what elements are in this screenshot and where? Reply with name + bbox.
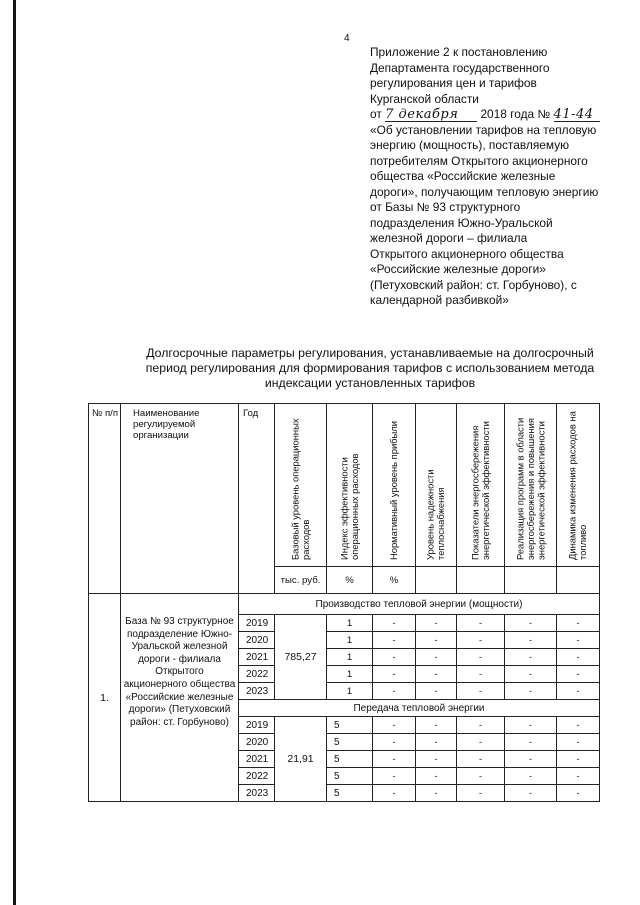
index-cell: 5: [327, 751, 373, 768]
header-profit-level-text: Нормативный уровень прибыли: [387, 420, 399, 560]
year-cell: 2019: [239, 717, 275, 734]
dash-cell: -: [505, 785, 557, 802]
section-row: [89, 594, 600, 615]
unit-profit-level: %: [373, 567, 416, 594]
dash-cell: -: [505, 632, 557, 649]
section-transfer-title: Передача тепловой энергии: [239, 700, 600, 717]
appendix-line: Открытого акционерного общества: [370, 246, 564, 261]
base-level-value: 21,91: [275, 717, 327, 802]
appendix-line: «Об установлении тарифов на тепловую: [370, 122, 597, 137]
dash-cell: -: [416, 632, 457, 649]
unit-empty: [505, 567, 557, 594]
index-cell: 1: [327, 649, 373, 666]
dash-cell: -: [373, 666, 416, 683]
appendix-year-text: 2018 года №: [480, 107, 551, 121]
section-production-title: Производство тепловой энергии (мощности): [239, 594, 600, 615]
dash-cell: -: [557, 785, 600, 802]
handwritten-date: 7 декабря: [385, 109, 477, 122]
header-year: Год: [239, 404, 275, 594]
appendix-line: календарной разбивкой»: [370, 293, 509, 307]
header-fuel-dynamics: [557, 404, 600, 567]
dash-cell: -: [416, 717, 457, 734]
dash-cell: -: [457, 632, 505, 649]
dash-cell: -: [416, 734, 457, 751]
header-energy-saving-text: Показатели энергосбережения энергетической эффективности: [469, 421, 491, 560]
year-cell: 2022: [239, 666, 275, 683]
appendix-line: Приложение 2 к постановлению: [370, 45, 548, 59]
appendix-from-word: от: [370, 107, 382, 121]
header-programs-text: Реализация программ в области энергосбережения и повышения энергетической эффективности: [513, 417, 546, 560]
header-fuel-dynamics-text: Динамика изменения расходов на топливо: [566, 411, 588, 560]
section-title-line: индексации установленных тарифов: [264, 376, 476, 390]
organization-name: База № 93 структурное подразделение Южно-Уральской железной дороги - филиала Открытого акционерного общества «Российские железные дороги» (Петуховский район: ст. Горбуново): [121, 594, 239, 802]
dash-cell: -: [457, 785, 505, 802]
dash-cell: -: [373, 649, 416, 666]
unit-efficiency-index: %: [327, 567, 373, 594]
handwritten-number: 41-44: [554, 109, 600, 122]
appendix-line: (Петуховский район: ст. Горбуново), с: [370, 277, 577, 292]
header-num: № п/п: [89, 404, 121, 594]
dash-cell: -: [373, 734, 416, 751]
section-title: [110, 346, 630, 391]
section-title-line: период регулирования для формирования тарифов с использованием метода: [145, 361, 595, 375]
parameters-table: [88, 403, 600, 802]
header-base-level: [275, 404, 327, 567]
index-cell: 1: [327, 615, 373, 632]
header-programs: [505, 404, 557, 567]
index-cell: 1: [327, 632, 373, 649]
index-cell: 1: [327, 683, 373, 700]
dash-cell: -: [373, 615, 416, 632]
dash-cell: -: [416, 751, 457, 768]
dash-cell: -: [416, 683, 457, 700]
dash-cell: -: [416, 615, 457, 632]
dash-cell: -: [373, 632, 416, 649]
year-cell: 2021: [239, 649, 275, 666]
dash-cell: -: [457, 649, 505, 666]
dash-cell: -: [457, 683, 505, 700]
dash-cell: -: [557, 649, 600, 666]
header-row: [89, 404, 600, 567]
appendix-line: железной дороги – филиала: [370, 231, 528, 245]
dash-cell: -: [505, 666, 557, 683]
dash-cell: -: [373, 717, 416, 734]
dash-cell: -: [505, 615, 557, 632]
year-cell: 2023: [239, 785, 275, 802]
header-profit-level: [373, 404, 416, 567]
dash-cell: -: [373, 768, 416, 785]
dash-cell: -: [505, 683, 557, 700]
dash-cell: -: [557, 734, 600, 751]
index-cell: 5: [327, 768, 373, 785]
dash-cell: -: [505, 768, 557, 785]
dash-cell: -: [457, 734, 505, 751]
year-cell: 2019: [239, 615, 275, 632]
dash-cell: -: [557, 768, 600, 785]
index-cell: 5: [327, 785, 373, 802]
dash-cell: -: [505, 717, 557, 734]
dash-cell: -: [416, 666, 457, 683]
appendix-line: подразделения Южно-Уральской: [370, 215, 553, 230]
dash-cell: -: [557, 632, 600, 649]
base-level-value: 785,27: [275, 615, 327, 700]
page-number: 4: [344, 33, 350, 44]
dash-cell: -: [457, 666, 505, 683]
dash-cell: -: [557, 683, 600, 700]
header-efficiency-index-text: Индекс эффективности операционных расходов: [338, 453, 360, 560]
dash-cell: -: [505, 751, 557, 768]
dash-cell: -: [457, 768, 505, 785]
dash-cell: -: [505, 649, 557, 666]
appendix-line: Департамента государственного: [370, 60, 550, 75]
year-cell: 2022: [239, 768, 275, 785]
appendix-line: от Базы № 93 структурного: [370, 200, 521, 214]
appendix-line: потребителям Открытого акционерного: [370, 153, 588, 168]
unit-base-level: тыс. руб.: [275, 567, 327, 594]
header-energy-saving: [457, 404, 505, 567]
appendix-line: Курганской области: [370, 91, 479, 106]
dash-cell: -: [416, 649, 457, 666]
left-binding-line: [13, 0, 16, 905]
dash-cell: -: [373, 683, 416, 700]
appendix-line: дороги», получающим тепловую энергию: [370, 184, 599, 199]
dash-cell: -: [416, 768, 457, 785]
dash-cell: -: [557, 717, 600, 734]
appendix-line: регулирования цен и тарифов: [370, 76, 537, 90]
appendix-line: общества «Российские железные: [370, 169, 556, 183]
dash-cell: -: [557, 751, 600, 768]
index-cell: 5: [327, 734, 373, 751]
dash-cell: -: [373, 751, 416, 768]
dash-cell: -: [505, 734, 557, 751]
year-cell: 2021: [239, 751, 275, 768]
appendix-block: [370, 45, 632, 309]
year-cell: 2020: [239, 632, 275, 649]
section-title-line: Долгосрочные параметры регулирования, устанавливаемые на долгосрочный: [146, 346, 594, 360]
header-reliability-text: Уровень надежности теплоснабжения: [424, 469, 446, 560]
unit-empty: [457, 567, 505, 594]
header-base-level-text: Базовый уровень операционных расходов: [289, 418, 311, 560]
dash-cell: -: [416, 785, 457, 802]
index-cell: 1: [327, 666, 373, 683]
unit-empty: [557, 567, 600, 594]
dash-cell: -: [373, 785, 416, 802]
dash-cell: -: [457, 615, 505, 632]
appendix-line: «Российские железные дороги»: [370, 262, 546, 276]
row-number: 1.: [89, 594, 121, 802]
appendix-line: энергию (мощность), поставляемую: [370, 138, 570, 152]
header-reliability: [416, 404, 457, 567]
year-cell: 2020: [239, 734, 275, 751]
dash-cell: -: [457, 717, 505, 734]
dash-cell: -: [557, 666, 600, 683]
unit-empty: [416, 567, 457, 594]
header-organization: Наименование регулируемой организации: [121, 404, 239, 594]
header-efficiency-index: [327, 404, 373, 567]
appendix-date-line: [370, 107, 632, 123]
index-cell: 5: [327, 717, 373, 734]
year-cell: 2023: [239, 683, 275, 700]
dash-cell: -: [557, 615, 600, 632]
dash-cell: -: [457, 751, 505, 768]
